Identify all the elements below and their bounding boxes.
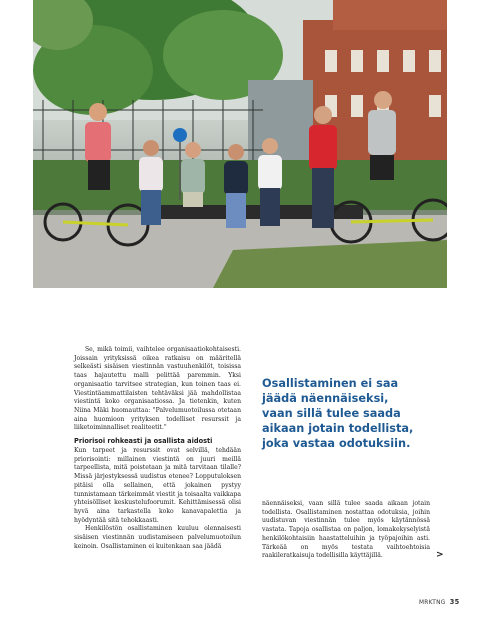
pull-quote: Osallistaminen ei saa jäädä näennäiseksi, vaan sillä tulee saada aikaan jotain todellista, joka vastaa odotuksiin. <box>262 377 414 450</box>
continue-arrow-icon: > <box>436 550 444 560</box>
article-photo <box>33 0 447 288</box>
article-column-left <box>74 346 241 551</box>
paragraph-1: Se, mikä toimii, vaihtelee organisaatiokohtaisesti. Joissain yrityksissä oikea ratkaisu on määritellä selkeästi sisäisen viestinnän vastuuhenkilöt, toisissa taas hajautettu malli pelittää paremmin. Yksi organisaatio tarvitsee strategian, kun toinen taas ei. Viestintäammattilaisten tehtäväksi jää mahdollistaa viestintä koko organisaatiossa. Ja tietenkin, kuten Niina Mäki huomauttaa: "Palvelumuotoilussa otetaan aina huomioon yrityksen todelliset resurssit ja liiketoiminnalliset realiteetit." <box>74 346 241 432</box>
article-column-right <box>262 500 430 561</box>
page-footer <box>419 598 460 606</box>
photo-illustration <box>33 0 447 288</box>
section-heading: Priorisoi rohkeasti ja osallista aidosti <box>74 437 213 446</box>
magazine-name: MRKTNG <box>419 600 446 606</box>
page-number: 35 <box>449 598 460 606</box>
paragraph-4: näennäiseksi, vaan sillä tulee saada aikaan jotain todellista. Osallistaminen nostattaa odotuksia, joihin uudistuvan viestinnän tulee myös käytännössä vastata. Tapoja osallistaa on paljon, lomakekyselyistä henkilökohtaisiin haastatteluihin ja työpajoihin asti. Tärkeää on myös testata vaihtoehtoisia raakileratkaisuja todellisilla käyttäjillä. <box>262 500 430 560</box>
paragraph-2: Kun tarpeet ja resurssit ovat selvillä, tehdään priorisointi: millainen viestintä on juuri meillä tarpeellista, mitä poistetaan ja mitä tarvitaan tilalle? Missä järjestyksessä uudistus etenee? Lopputuloksen pitäisi olla sellainen, että jokainen pystyy tunnistamaan tärkeimmät viestit ja toisaalta vaikkapa yhteisölliset keskustelufoorumit. Kehittämisessä olisi hyvä aina tarkastella koko kanavapalettia ja hyödyntää sitä tehokkaasti. <box>74 447 241 524</box>
paragraph-3: Henkilöstön osallistaminen kuuluu olennaisesti sisäisen viestinnän uudistamiseen palvelumuotoilun keinoin. Osallistaminen ei kuitenkaan saa jäädä <box>74 525 241 550</box>
